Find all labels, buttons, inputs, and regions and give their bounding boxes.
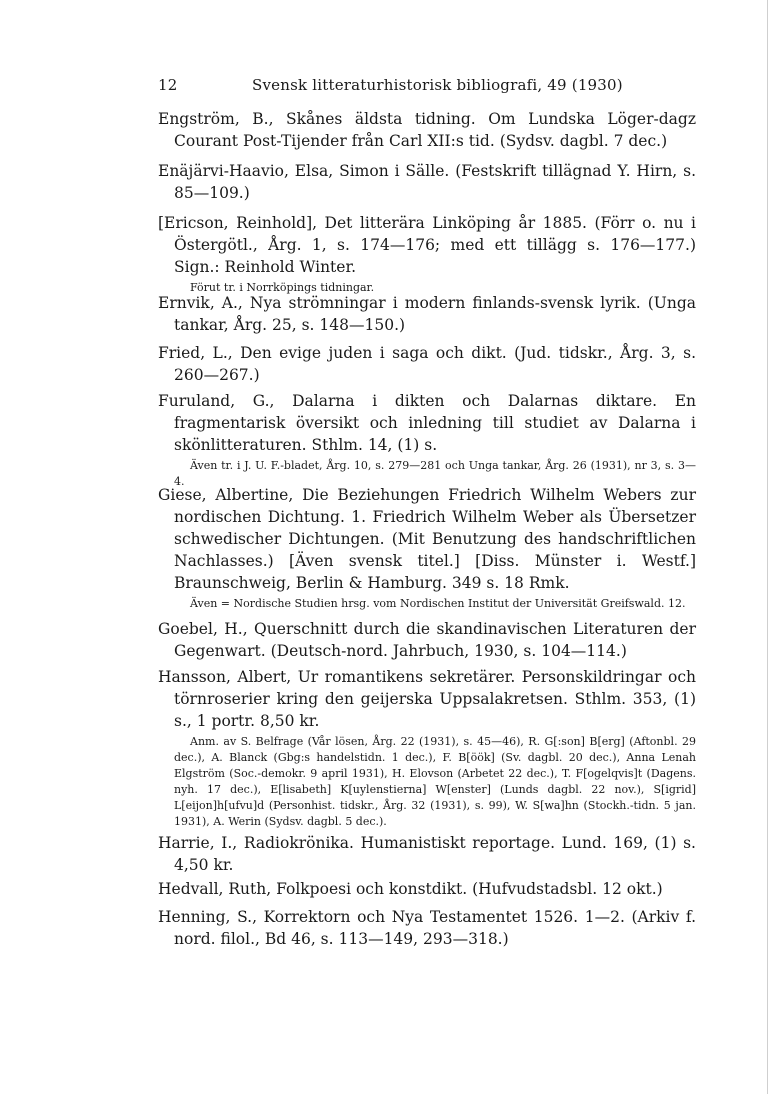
entry-engstrom bbox=[158, 108, 696, 152]
entry-note: Även = Nordische Studien hrsg. vom Nordischen Institut der Universität Greifswald. 12. bbox=[190, 597, 686, 610]
entry-enajarvi-haavio bbox=[158, 160, 696, 204]
entry-note: Även tr. i J. U. F.-bladet, Årg. 10, s. 279—281 och Unga tankar, Årg. 26 (1931), nr 3, s. 3—4. bbox=[174, 459, 696, 488]
entry-giese bbox=[158, 484, 696, 612]
entry-text: Furuland, G., Dalarna i dikten och Dalarnas diktare. En fragmentarisk översikt och inledning till studiet av Dalarna i skönlitteraturen. Sthlm. 14, (1) s. bbox=[158, 392, 696, 454]
entry-harrie bbox=[158, 832, 696, 876]
entry-text: Harrie, I., Radiokrönika. Humanistiskt reportage. Lund. 169, (1) s. 4,50 kr. bbox=[158, 834, 696, 874]
entry-goebel bbox=[158, 618, 696, 662]
entry-text: Enäjärvi-Haavio, Elsa, Simon i Sälle. (Festskrift tillägnad Y. Hirn, s. 85—109.) bbox=[158, 162, 696, 202]
entry-ericson bbox=[158, 212, 696, 296]
entry-note: Anm. av S. Belfrage (Vår lösen, Årg. 22 (1931), s. 45—46), R. G[:son] B[erg] (Aftonbl. 29 dec.), A. Blanck (Gbg:s handelstidn. 1 dec.), F. B[öök] (Sv. dagbl. 20 dec.), Anna Lenah Elgström (Soc.-demokr. 9 april 1931), H. Elovson (Arbetet 22 dec.), T. F[ogelqvis]t (Dagens. nyh. 17 dec.), E[lisabeth] K[uylenstierna] W[enster] (Lunds dagbl. 22 nov.), S[igrid] L[eijon]h[ufvu]d (Personhist. tidskr., Årg. 32 (1931), s. 99), W. S[wa]hn (Stockh.-tidn. 5 jan. 1931), A. Werin (Sydsv. dagbl. 5 dec.). bbox=[174, 735, 696, 828]
entry-ernvik bbox=[158, 292, 696, 336]
entry-text: Henning, S., Korrektorn och Nya Testamentet 1526. 1—2. (Arkiv f. nord. filol., Bd 46, s. 113—149, 293—318.) bbox=[158, 908, 696, 948]
entry-hedvall bbox=[158, 878, 696, 900]
entry-furuland bbox=[158, 390, 696, 490]
entry-text: [Ericson, Reinhold], Det litterära Linköping år 1885. (Förr o. nu i Östergötl., Årg. 1, s. 174—176; med ett tillägg s. 176—177.) Sign.: Reinhold Winter. bbox=[158, 214, 696, 276]
entry-text: Giese, Albertine, Die Beziehungen Friedrich Wilhelm Webers zur nordischen Dichtung. 1. Friedrich Wilhelm Weber als Übersetzer schwedischer Dichtungen. (Mit Benutzung des handschriftlichen Nachlasses.) [Även svensk titel.] [Diss. Münster i. Westf.] Braunschweig, Berlin & Hamburg. 349 s. 18 Rmk. bbox=[158, 486, 696, 592]
entry-henning bbox=[158, 906, 696, 950]
entry-note: Förut tr. i Norrköpings tidningar. bbox=[190, 281, 375, 294]
entry-text: Hedvall, Ruth, Folkpoesi och konstdikt. (Hufvudstadsbl. 12 okt.) bbox=[158, 880, 663, 898]
entry-text: Hansson, Albert, Ur romantikens sekretärer. Personskildringar och törnroserier kring den geijerska Uppsalakretsen. Sthlm. 353, (1) s., 1 portr. 8,50 kr. bbox=[158, 668, 696, 730]
page-number: 12 bbox=[158, 76, 178, 94]
entry-text: Ernvik, A., Nya strömningar i modern finlands-svensk lyrik. (Unga tankar, Årg. 25, s. 148—150.) bbox=[158, 294, 696, 334]
entry-text: Engström, B., Skånes äldsta tidning. Om Lundska Löger-dagz Courant Post-Tijender från Carl XII:s tid. (Sydsv. dagbl. 7 dec.) bbox=[158, 110, 696, 150]
entry-text: Goebel, H., Querschnitt durch die skandinavischen Literaturen der Gegenwart. (Deutsch-nord. Jahrbuch, 1930, s. 104—114.) bbox=[158, 620, 696, 660]
entry-text: Fried, L., Den evige juden i saga och dikt. (Jud. tidskr., Årg. 3, s. 260—267.) bbox=[158, 344, 696, 384]
entry-fried bbox=[158, 342, 696, 386]
entry-hansson bbox=[158, 666, 696, 830]
running-title: Svensk litteraturhistorisk bibliografi, 49 (1930) bbox=[252, 76, 623, 94]
